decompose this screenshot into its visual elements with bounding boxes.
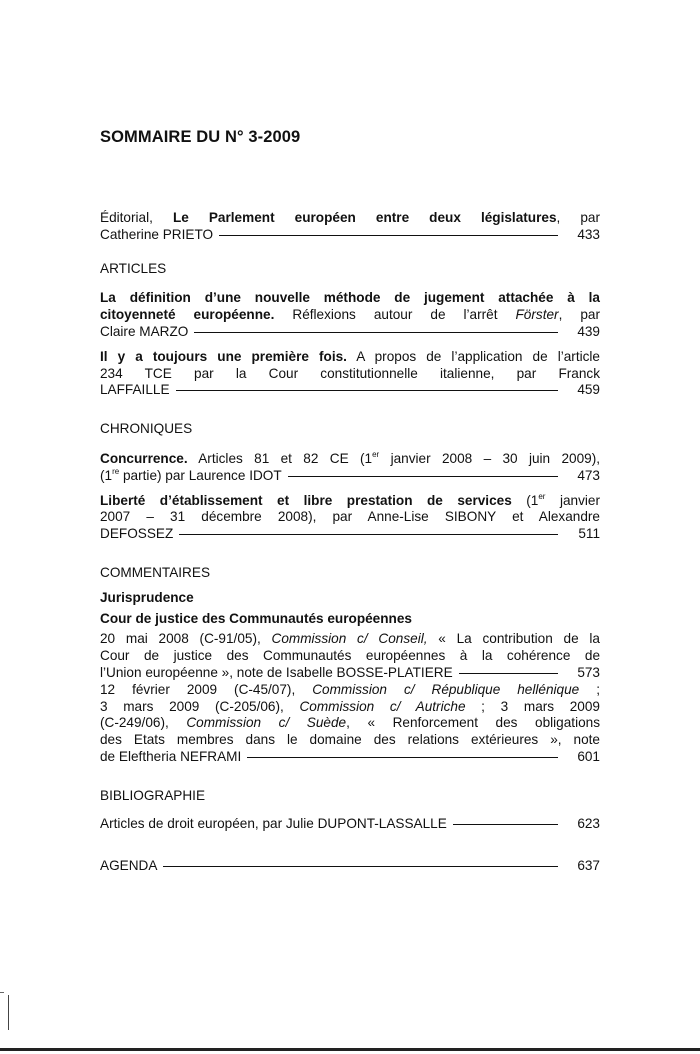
toc-entry-chronique[interactable] (100, 451, 600, 485)
entry-text: , par (556, 210, 600, 225)
entry-text: 12 février 2009 (C-45/07), (100, 681, 313, 697)
entry-author: Catherine PRIETO (100, 226, 214, 242)
toc-entry-commentaire[interactable] (100, 631, 600, 681)
entry-title: Concurrence. (100, 450, 188, 466)
leader-line (176, 390, 558, 391)
table-of-contents (100, 210, 600, 875)
page-number: 623 (577, 815, 600, 831)
entry-author: DEFOSSEZ (100, 526, 174, 542)
entry-author: l’Union européenne », note de Isabelle BOSSE-PLATIERE (100, 664, 453, 680)
page-bottom-edge (0, 1048, 700, 1051)
section-heading-articles: ARTICLES (100, 260, 167, 276)
leader-line (459, 673, 558, 674)
entry-author: de Eleftheria NEFRAMI (100, 748, 242, 764)
toc-entry-article[interactable] (100, 290, 600, 340)
margin-mark (8, 995, 9, 1030)
entry-text: 234 TCE par la Cour constitutionnelle italienne, par Franck (100, 365, 600, 381)
page-number: 637 (577, 858, 600, 874)
entry-text: ; (579, 681, 600, 697)
toc-entry-commentaire[interactable] (100, 682, 600, 766)
entry-text-italic: Commission c/ Conseil, (271, 631, 428, 647)
page-title: SOMMAIRE DU N° 3-2009 (100, 128, 301, 146)
leader-line (247, 757, 558, 758)
page-number: 439 (577, 323, 600, 339)
leader-line (194, 332, 558, 333)
superscript: er (538, 491, 546, 501)
entry-text: 2007 – 31 décembre 2008), par Anne-Lise SIBONY et Alexandre (100, 509, 600, 525)
entry-text: A propos de l’application de l’article (346, 348, 600, 364)
entry-text: (C-249/06), (100, 715, 187, 731)
section-heading-bibliographie: BIBLIOGRAPHIE (100, 787, 206, 803)
entry-text-italic: Förster (515, 307, 559, 323)
leader-line (453, 824, 558, 825)
entry-text: Cour de justice des Communautés européennes à la cohérence de (100, 648, 600, 664)
entry-author: LAFFAILLE (100, 382, 170, 398)
entry-title: Il y a toujours une première fois. (100, 348, 347, 364)
leader-line (219, 235, 558, 236)
toc-entry-chronique[interactable] (100, 493, 600, 543)
page-number: 511 (578, 526, 600, 542)
entry-text: 20 mai 2008 (C-91/05), (100, 631, 272, 647)
entry-text: Articles de droit européen, par Julie DUPONT-LASSALLE (100, 815, 447, 831)
entry-prefix: Éditorial, (100, 210, 173, 225)
superscript: re (112, 466, 120, 476)
entry-text: , par (558, 307, 600, 323)
margin-tick (0, 992, 4, 993)
toc-entry-editorial[interactable] (100, 210, 600, 244)
page-number: 601 (577, 748, 600, 764)
entry-author: (1re partie) par Laurence IDOT (100, 466, 282, 483)
toc-entry-article[interactable] (100, 349, 600, 399)
section-heading-chroniques: CHRONIQUES (100, 421, 193, 437)
toc-entry-agenda[interactable] (100, 858, 600, 875)
entry-text: janvier (545, 492, 600, 508)
subheading-cour-de-justice: Cour de justice des Communautés européennes (100, 610, 412, 626)
subheading-jurisprudence: Jurisprudence (100, 589, 194, 605)
entry-title: Liberté d’établissement et libre prestation de services (100, 492, 512, 508)
entry-text: , « Renforcement des obligations (346, 715, 601, 731)
entry-text: 3 mars 2009 (C-205/06), (100, 698, 300, 714)
entry-text: des Etats membres dans le domaine des relations extérieures », note (100, 732, 600, 748)
entry-title: citoyenneté européenne. (100, 307, 275, 323)
entry-title: Le Parlement européen entre deux législatures (172, 210, 557, 225)
entry-text-italic: Commission c/ Autriche (299, 698, 466, 714)
page-number: 459 (577, 382, 600, 398)
entry-text: (1 (511, 492, 539, 508)
leader-line (288, 476, 558, 477)
leader-line (179, 534, 558, 535)
entry-text-italic: Commission c/ République hellénique (312, 681, 580, 697)
entry-text-italic: Commission c/ Suède (186, 715, 347, 731)
page-number: 433 (577, 226, 600, 242)
entry-author: Claire MARZO (100, 323, 189, 339)
superscript: er (372, 449, 380, 459)
entry-title: La définition d’une nouvelle méthode de jugement attachée à la (100, 290, 600, 306)
section-heading-agenda: AGENDA (100, 858, 158, 874)
entry-text: Réflexions autour de l’arrêt (274, 307, 516, 323)
section-heading-commentaires: COMMENTAIRES (100, 564, 211, 580)
entry-text: ; 3 mars 2009 (465, 698, 600, 714)
entry-text: janvier 2008 – 30 juin 2009), (379, 450, 600, 466)
toc-entry-bibliographie[interactable] (100, 816, 600, 833)
entry-text: Articles 81 et 82 CE (1 (187, 450, 373, 466)
leader-line (163, 866, 558, 867)
entry-text: « La contribution de la (427, 631, 600, 647)
page-number: 573 (577, 664, 600, 680)
page-number: 473 (577, 467, 600, 483)
